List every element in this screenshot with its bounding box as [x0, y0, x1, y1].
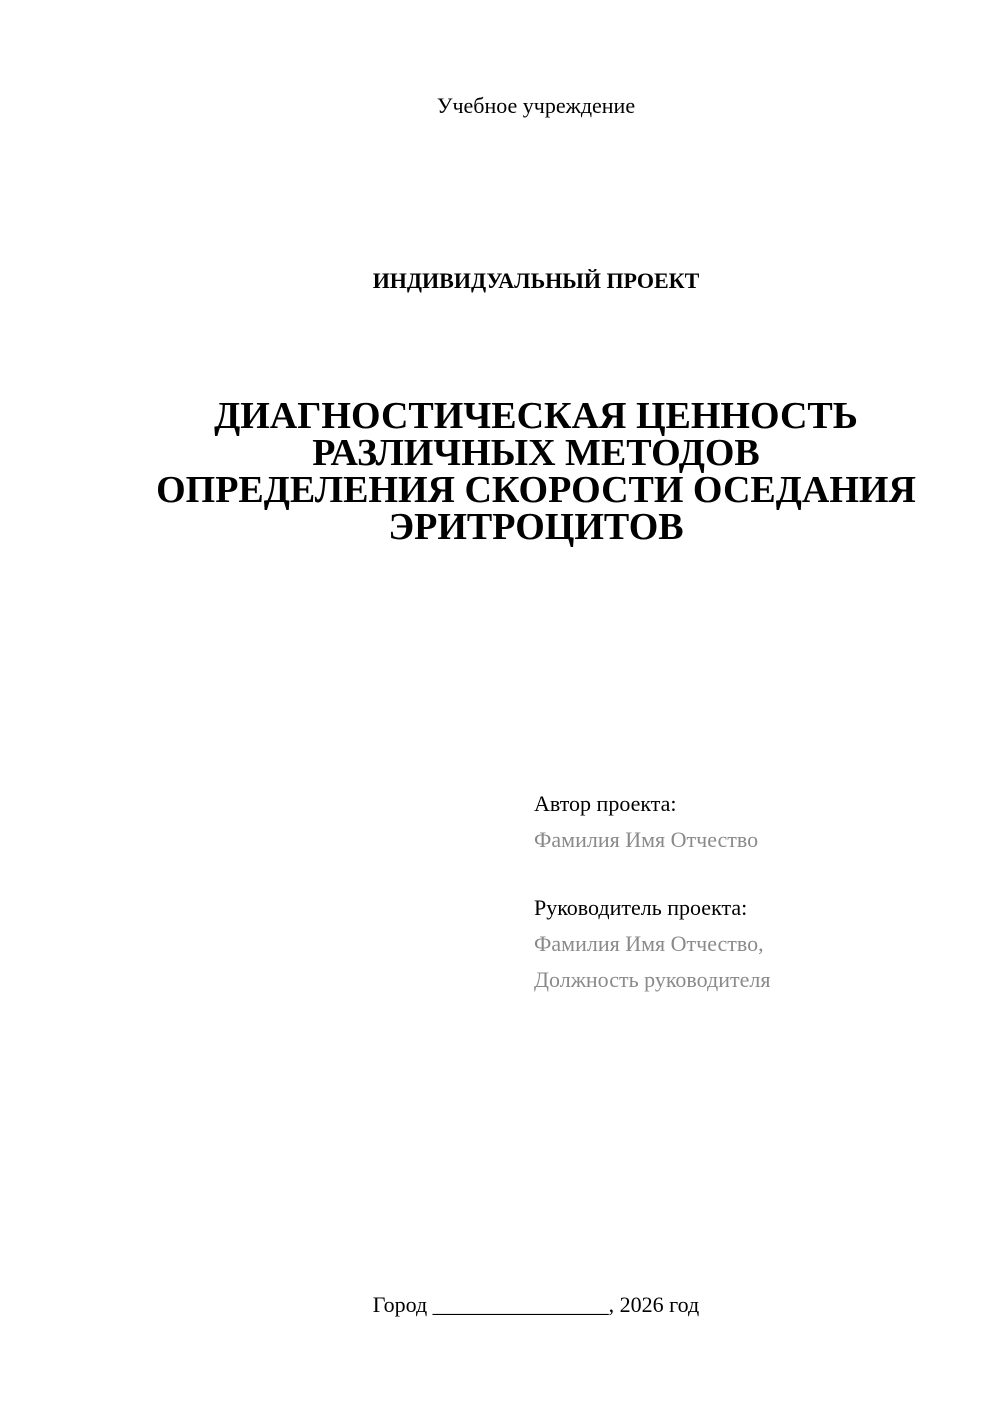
author-block — [534, 786, 974, 858]
supervisor-label: Руководитель проекта: — [534, 895, 748, 920]
supervisor-position: Должность руководителя — [534, 967, 771, 992]
project-title — [0, 395, 1000, 548]
author-name: Фамилия Имя Отчество — [534, 827, 759, 852]
project-title-line: РАЗЛИЧНЫХ МЕТОДОВ — [312, 432, 760, 474]
author-label: Автор проекта: — [534, 791, 677, 816]
institution-name: Учебное учреждение — [436, 93, 636, 118]
city-year-line: Город ________________, 2026 год — [372, 1292, 700, 1317]
project-title-line: ОПРЕДЕЛЕНИЯ СКОРОСТИ ОСЕДАНИЯ — [156, 469, 916, 511]
project-title-line: ЭРИТРОЦИТОВ — [388, 506, 684, 548]
supervisor-name: Фамилия Имя Отчество, — [534, 931, 764, 956]
supervisor-block — [534, 890, 974, 998]
project-title-line: ДИАГНОСТИЧЕСКАЯ ЦЕННОСТЬ — [214, 395, 858, 437]
project-type-heading: ИНДИВИДУАЛЬНЫЙ ПРОЕКТ — [372, 268, 700, 293]
